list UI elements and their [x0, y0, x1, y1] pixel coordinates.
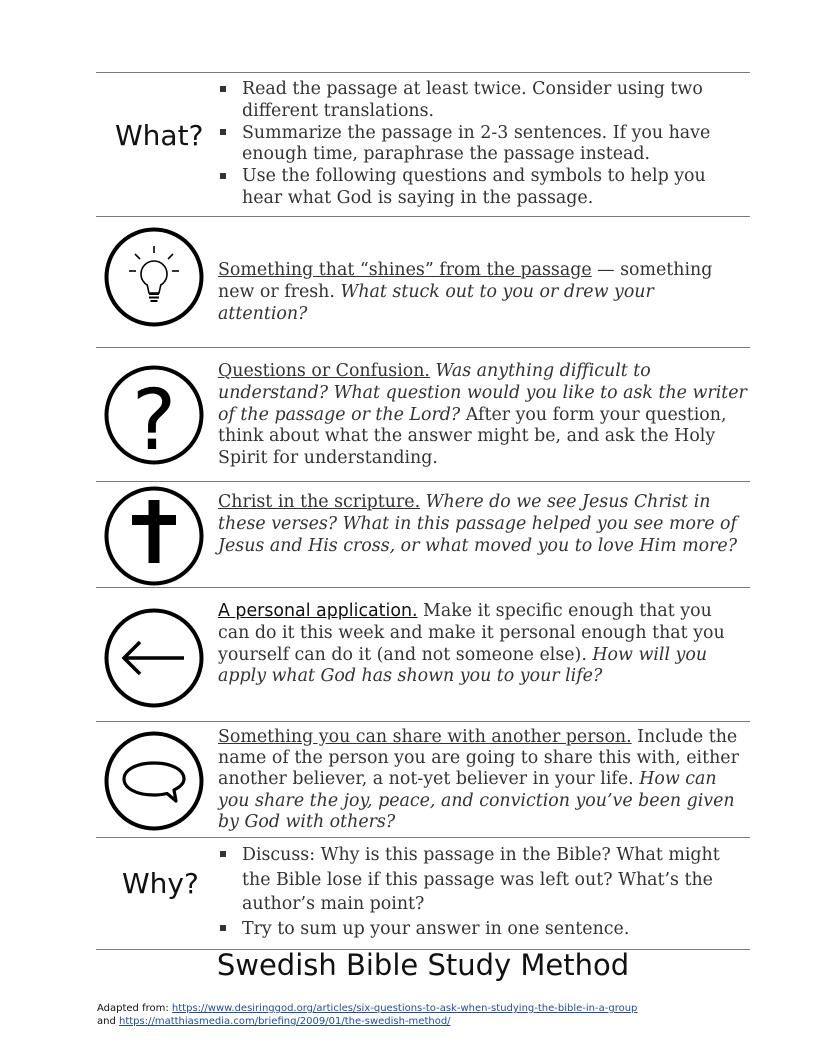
- svg-text:?: ?: [131, 371, 177, 465]
- light-question: What stuck out to you or drew your attention?: [218, 281, 654, 324]
- divider: [96, 587, 750, 588]
- list-item: Use the following questions and symbols to help you hear what God is saying in the passage.: [218, 166, 748, 210]
- source-link-desiringgod[interactable]: https://www.desiringgod.org/articles/six-questions-to-ask-when-studying-the-bible-in-a-group: [171, 1003, 638, 1014]
- page-title: Swedish Bible Study Method: [216, 948, 630, 982]
- christ-text: [218, 492, 748, 557]
- divider: [96, 347, 750, 348]
- question-text: [218, 361, 748, 470]
- list-item: Discuss: Why is this passage in the Bible? What might the Bible lose if this passage was left out? What’s the author’s main point?: [218, 843, 748, 917]
- divider: [96, 72, 750, 73]
- what-label: What?: [115, 119, 204, 152]
- light-rest: — something new or fresh.: [218, 260, 713, 302]
- cross-icon: [104, 486, 204, 586]
- attribution: [97, 1002, 637, 1028]
- divider: [96, 721, 750, 722]
- question-lead: Questions or Confusion.: [218, 361, 430, 381]
- application-rest: Make it specific enough that you can do it this week and make it personal enough that you yourself can do it (and not someone else).: [218, 601, 725, 665]
- why-label: Why?: [122, 867, 199, 900]
- list-item: Read the passage at least twice. Consider using two different translations.: [218, 79, 748, 123]
- what-bullet-list: [218, 79, 748, 210]
- christ-question: Where do we see Jesus Christ in these verses? What in this passage helped you see more of Jesus and His cross, or what moved you to love Him more?: [218, 492, 738, 556]
- divider: [96, 481, 750, 482]
- attribution-prefix: Adapted from:: [97, 1003, 172, 1014]
- list-item: Try to sum up your answer in one sentence.: [218, 917, 748, 942]
- source-link-matthiasmedia[interactable]: https://matthiasmedia.com/briefing/2009/01/the-swedish-method/: [119, 1016, 451, 1027]
- question-rest: After you form your question, think about what the answer might be, and ask the Holy Spirit for understanding.: [218, 404, 727, 469]
- why-bullet-list: [218, 843, 748, 941]
- attribution-and: and: [97, 1016, 119, 1027]
- light-lead: Something that “shines” from the passage: [218, 260, 592, 280]
- divider: [96, 216, 750, 217]
- divider: [96, 837, 750, 838]
- share-rest: Include the name of the person you are going to share this with, either another believer, a not-yet believer in your life.: [218, 727, 739, 790]
- share-lead: Something you can share with another person.: [218, 727, 632, 747]
- speech-bubble-icon: [104, 731, 204, 831]
- application-question: How will you apply what God has shown you to your life?: [218, 644, 708, 687]
- question-mark-icon: [104, 365, 204, 465]
- list-item: Summarize the passage in 2-3 sentences. If you have enough time, paraphrase the passage instead.: [218, 123, 748, 167]
- application-lead: A personal application.: [218, 601, 418, 621]
- light-text: [218, 260, 748, 325]
- lightbulb-icon: [104, 227, 204, 327]
- application-text: [218, 601, 748, 688]
- share-text: [218, 727, 748, 833]
- christ-lead: Christ in the scripture.: [218, 492, 421, 512]
- question-italic: Was anything difficult to understand? What question would you like to ask the writer of the passage or the Lord?: [218, 361, 747, 425]
- arrow-left-icon: [104, 608, 204, 708]
- share-question: How can you share the joy, peace, and conviction you’ve been given by God with others?: [218, 769, 735, 832]
